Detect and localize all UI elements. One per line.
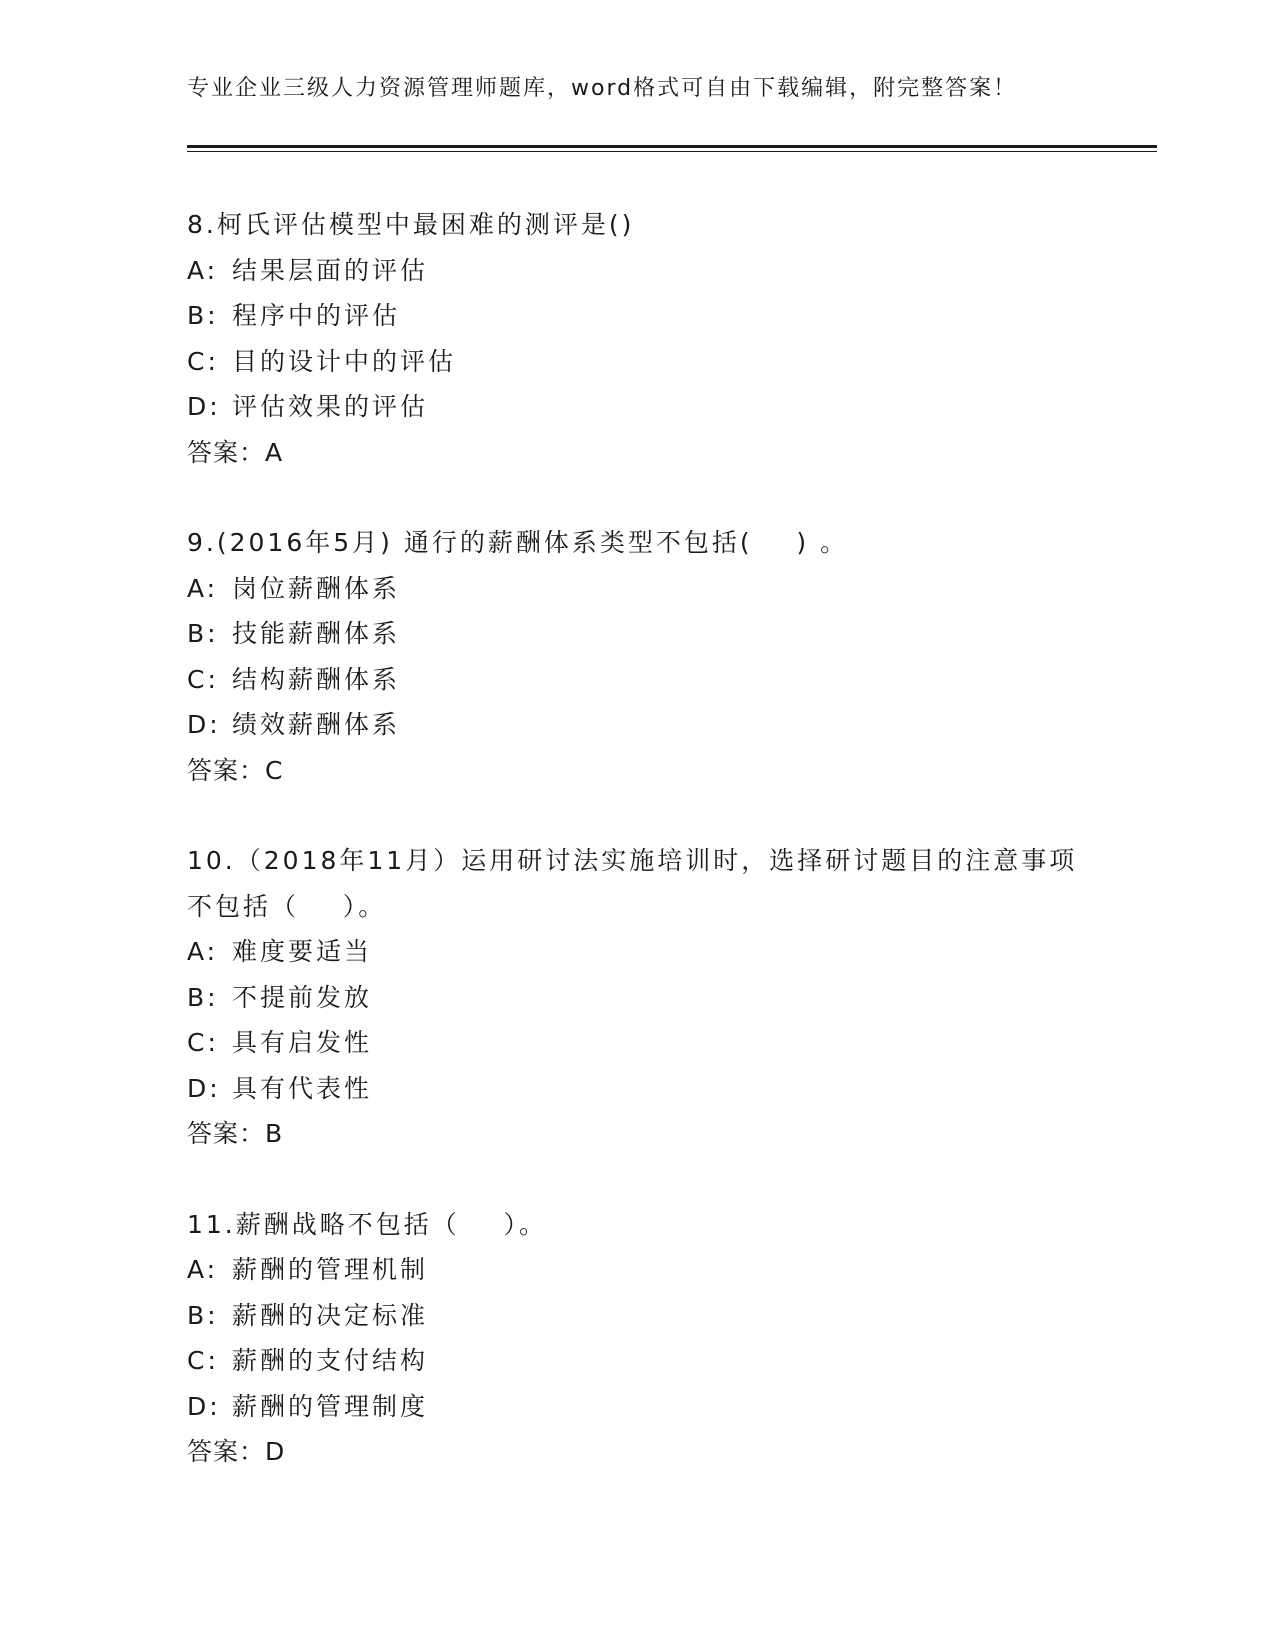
option-key: A:	[187, 1255, 219, 1284]
option-key: D:	[187, 392, 221, 421]
question-10	[187, 838, 1087, 1157]
option-b	[187, 1293, 1087, 1339]
option-key: A:	[187, 573, 219, 603]
option-text: 结果层面的评估	[232, 255, 429, 285]
option-key: A:	[187, 937, 219, 966]
option-d	[187, 384, 1087, 430]
option-key: B:	[187, 982, 219, 1012]
question-11	[187, 1202, 1087, 1475]
page-header-title: 专业企业三级人力资源管理师题库，word格式可自由下载编辑，附完整答案！	[187, 76, 1018, 101]
option-key: B:	[187, 301, 219, 330]
option-text: 薪酬的决定标准	[232, 1300, 429, 1330]
option-text: 程序中的评估	[232, 301, 401, 330]
option-text: 薪酬的管理制度	[232, 1391, 429, 1421]
question-text: 9.(2016年5月) 通行的薪酬体系类型不包括( ) 。	[187, 528, 849, 557]
answer-line: 答案：A	[187, 437, 284, 467]
option-key: C:	[187, 346, 219, 376]
option-key: B:	[187, 1300, 219, 1330]
option-a	[187, 1247, 1087, 1293]
option-c	[187, 339, 1087, 385]
option-a	[187, 929, 1087, 975]
header-divider-thin	[187, 151, 1157, 152]
option-text: 薪酬的管理机制	[232, 1255, 429, 1284]
option-text: 难度要适当	[232, 937, 373, 966]
option-text: 岗位薪酬体系	[232, 573, 401, 603]
option-key: A:	[187, 255, 219, 285]
question-text: 11.薪酬战略不包括（ ）。	[187, 1209, 548, 1239]
option-d	[187, 702, 1087, 748]
option-text: 绩效薪酬体系	[232, 710, 401, 739]
option-key: D:	[187, 710, 221, 739]
option-text: 不提前发放	[232, 982, 373, 1012]
question-list	[187, 202, 1087, 1520]
option-key: B:	[187, 619, 219, 648]
question-8	[187, 202, 1087, 475]
answer-line: 答案：C	[187, 755, 284, 785]
option-key: D:	[187, 1391, 221, 1421]
option-b	[187, 975, 1087, 1021]
option-d	[187, 1384, 1087, 1430]
option-text: 薪酬的支付结构	[232, 1346, 429, 1375]
question-text: 8.柯氏评估模型中最困难的测评是()	[187, 210, 635, 239]
answer-line: 答案：B	[187, 1119, 284, 1148]
option-d	[187, 1066, 1087, 1112]
option-b	[187, 611, 1087, 657]
question-9	[187, 520, 1087, 793]
option-key: C:	[187, 664, 219, 694]
question-text: 10.（2018年11月）运用研讨法实施培训时，选择研讨题目的注意事项不包括（ ）。	[187, 846, 1078, 921]
option-text: 结构薪酬体系	[232, 664, 401, 694]
option-c	[187, 657, 1087, 703]
option-b	[187, 293, 1087, 339]
option-key: C:	[187, 1028, 219, 1057]
option-text: 目的设计中的评估	[232, 346, 457, 376]
option-c	[187, 1338, 1087, 1384]
option-key: D:	[187, 1073, 221, 1103]
option-a	[187, 566, 1087, 612]
option-text: 评估效果的评估	[232, 392, 429, 421]
option-key: C:	[187, 1346, 219, 1375]
option-a	[187, 248, 1087, 294]
option-c	[187, 1020, 1087, 1066]
option-text: 具有代表性	[232, 1073, 373, 1103]
header-divider-thick	[187, 145, 1157, 148]
answer-line: 答案：D	[187, 1437, 286, 1466]
option-text: 具有启发性	[232, 1028, 373, 1057]
option-text: 技能薪酬体系	[232, 619, 401, 648]
